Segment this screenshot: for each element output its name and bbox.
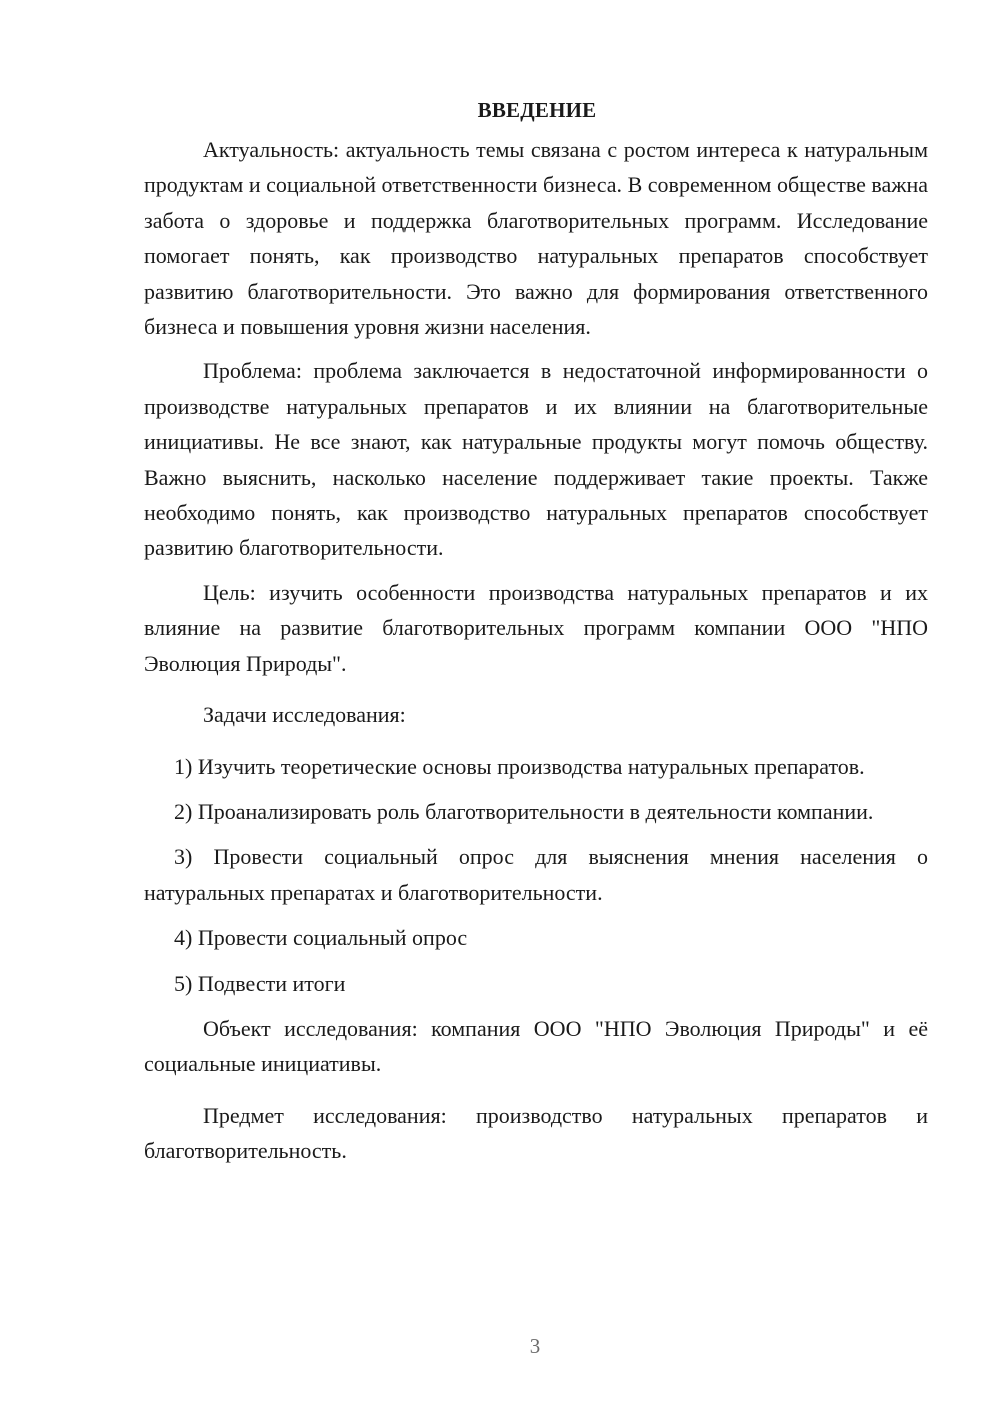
task-item: 2) Проанализировать роль благотворительности в деятельности компании. (174, 798, 874, 824)
task-item: 3) Провести социальный опрос для выяснения мнения населения о натуральных препаратах и благотворительности. (144, 844, 928, 905)
task-item: 1) Изучить теоретические основы производства натуральных препаратов. (174, 753, 865, 779)
tasks-list (144, 749, 928, 1001)
relevance-paragraph: Актуальность: актуальность темы связана с ростом интереса к натуральным продуктам и социальной ответственности бизнеса. В современном обществе важна забота о здоровье и поддержка благотворительных программ. Исследование помогает понять, как производство натуральных препаратов способствует развитию благотворительности. Это важно для формирования ответственного бизнеса и повышения уровня жизни населения. (144, 137, 928, 340)
problem-paragraph: Проблема: проблема заключается в недостаточной информированности о производстве натуральных препаратов и их влиянии на благотворительные инициативы. Не все знают, как натуральные продукты могут помочь обществу. Важно выяснить, насколько население поддерживает такие проекты. Также необходимо понять, как производство натуральных препаратов способствует развитию благотворительности. (144, 358, 928, 561)
goal-paragraph: Цель: изучить особенности производства натуральных препаратов и их влияние на развитие благотворительных программ компании ООО "НПО Эволюция Природы". (144, 579, 928, 676)
page-number: 3 (529, 1334, 541, 1358)
page-content (144, 92, 928, 1178)
page-title: ВВЕДЕНИЕ (477, 98, 597, 122)
task-item: 5) Подвести итоги (174, 970, 346, 996)
task-item: 4) Провести социальный опрос (174, 925, 468, 951)
subject-paragraph: Предмет исследования: производство натуральных препаратов и благотворительность. (144, 1102, 928, 1164)
tasks-heading: Задачи исследования: (203, 702, 406, 728)
object-paragraph: Объект исследования: компания ООО "НПО Эволюция Природы" и её социальные инициативы. (144, 1015, 928, 1077)
